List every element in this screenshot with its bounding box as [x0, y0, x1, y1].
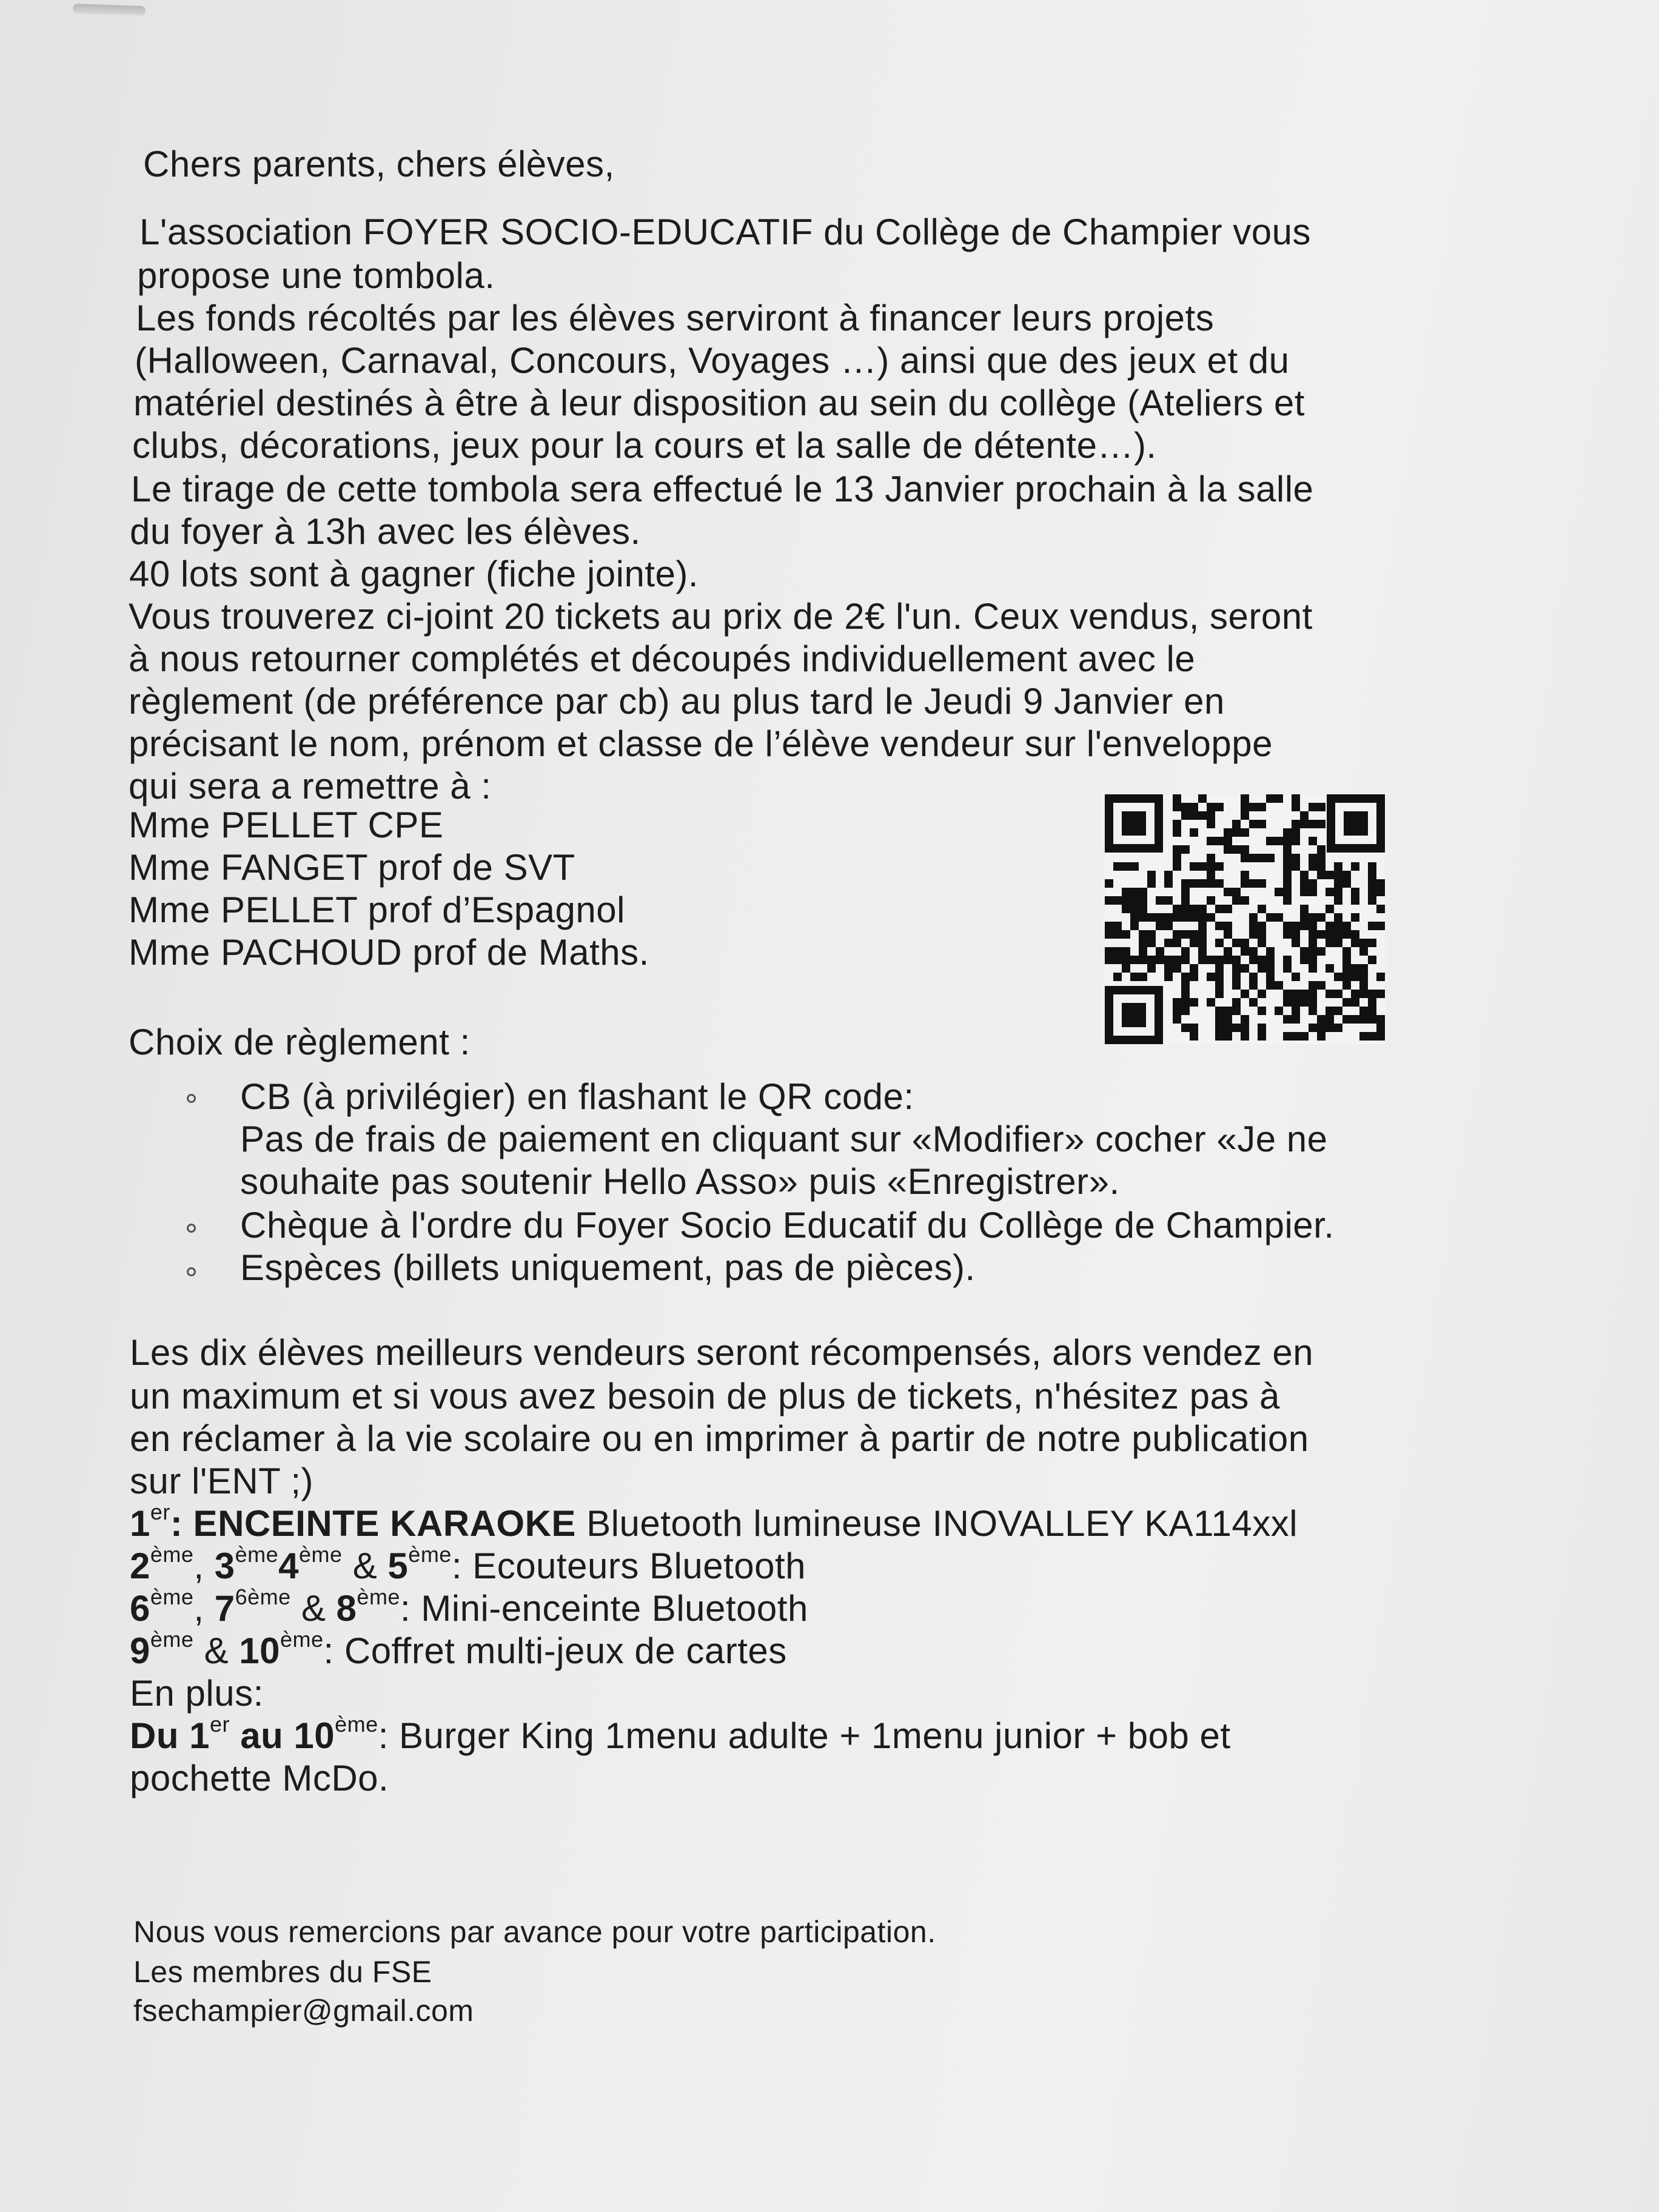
prize-8-suffix: ème	[357, 1584, 400, 1609]
intro-line-13: précisant le nom, prénom et classe de l’élève vendeur sur l'enveloppe	[129, 723, 1273, 764]
payment-title: Choix de règlement :	[129, 1022, 471, 1062]
payment-option-especes: Espèces (billets uniquement, pas de pièces).	[240, 1247, 976, 1288]
intro-line-1: L'association FOYER SOCIO-EDUCATIF du Collège de Champier vous	[139, 212, 1312, 252]
prize-6-rank: 6	[130, 1588, 150, 1629]
extra-suffix-1: er	[210, 1712, 230, 1737]
prize-line-2	[130, 1542, 806, 1587]
intro-line-10: Vous trouverez ci-joint 20 tickets au prix de 2€ l'un. Ceux vendus, seront	[129, 596, 1313, 637]
prize-2-suffix: ème	[150, 1542, 194, 1567]
prize-1-suffix: er	[150, 1500, 170, 1524]
prize-4-rank: 4	[278, 1546, 300, 1586]
prize-10-suffix: ème	[280, 1627, 324, 1652]
sellers-line-3: en réclamer à la vie scolaire ou en imprimer à partir de notre publication	[130, 1418, 1309, 1459]
intro-line-11: à nous retourner complétés et découpés individuellement avec le	[129, 638, 1196, 679]
prize-4-suffix: ème	[299, 1542, 343, 1567]
prize-1-separator: :	[170, 1503, 193, 1544]
extra-du: Du 1	[130, 1715, 210, 1756]
intro-line-4: (Halloween, Carnaval, Concours, Voyages …) ainsi que des jeux et du	[135, 340, 1290, 381]
intro-line-5: matériel destinés à être à leur disposition au sein du collège (Ateliers et	[133, 383, 1305, 423]
closing-thanks: Nous vous remercions par avance pour votre participation.	[133, 1915, 936, 1949]
closing-email[interactable]: fsechampier@gmail.com	[133, 1994, 474, 2028]
prize-9-rank: 9	[130, 1631, 150, 1671]
extra-line-1	[130, 1712, 1231, 1757]
prize-4-amp: &	[193, 1631, 240, 1671]
prize-3-rest: : Mini-enceinte Bluetooth	[400, 1588, 808, 1629]
intro-line-3: Les fonds récoltés par les élèves serviront à financer leurs projets	[136, 298, 1215, 338]
bullet-icon	[187, 1094, 196, 1103]
intro-line-6: clubs, décorations, jeux pour la cours et la salle de détente…).	[132, 425, 1157, 466]
payment-option-cb-line-2: Pas de frais de paiement en cliquant sur «Modifier» cocher «Je ne	[240, 1119, 1328, 1159]
sellers-line-2: un maximum et si vous avez besoin de plus de tickets, n'hésitez pas à	[130, 1376, 1280, 1416]
intro-line-12: règlement (de préférence par cb) au plus tard le Jeudi 9 Janvier en	[129, 681, 1225, 722]
recipient-1: Mme PELLET CPE	[129, 805, 444, 845]
prize-7-suffix: 6ème	[235, 1584, 291, 1609]
prize-2-rest: : Ecouteurs Bluetooth	[451, 1546, 806, 1586]
extra-title: En plus:	[130, 1673, 264, 1714]
intro-line-14: qui sera a remettre à :	[129, 766, 492, 806]
prize-4-rest: : Coffret multi-jeux de cartes	[323, 1631, 787, 1671]
extra-rest: : Burger King 1menu adulte + 1menu junior + bob et	[378, 1715, 1231, 1756]
prize-3-amp: &	[290, 1588, 337, 1629]
prize-3-suffix: ème	[235, 1542, 279, 1567]
prize-3-rank: 3	[214, 1546, 235, 1586]
intro-line-2: propose une tombola.	[137, 255, 495, 296]
prize-2-comma: ,	[193, 1546, 215, 1586]
recipient-3: Mme PELLET prof d’Espagnol	[129, 890, 625, 930]
intro-line-9: 40 lots sont à gagner (fiche jointe).	[129, 554, 699, 594]
prize-line-3	[130, 1584, 808, 1630]
prize-line-4	[130, 1627, 787, 1672]
prize-5-suffix: ème	[408, 1542, 452, 1567]
prize-7-rank: 7	[214, 1588, 235, 1629]
bullet-icon	[187, 1224, 196, 1233]
intro-line-7: Le tirage de cette tombola sera effectué le 13 Janvier prochain à la salle	[131, 469, 1314, 509]
prize-2-rank: 2	[130, 1546, 150, 1586]
intro-line-8: du foyer à 13h avec les élèves.	[130, 511, 641, 552]
greeting: Chers parents, chers élèves,	[143, 144, 615, 184]
prize-1-bold: ENCEINTE KARAOKE	[193, 1503, 576, 1544]
sellers-line-4: sur l'ENT ;)	[130, 1461, 314, 1501]
extra-au: au 10	[230, 1715, 335, 1756]
payment-option-cb-line-1: CB (à privilégier) en flashant le QR code:	[240, 1076, 914, 1117]
prize-5-rank: 5	[387, 1546, 409, 1586]
staple-mark	[73, 4, 146, 16]
extra-suffix-10: ème	[335, 1712, 378, 1737]
prize-1-rest: Bluetooth lumineuse INOVALLEY KA114xxl	[575, 1503, 1298, 1544]
prize-8-rank: 8	[336, 1588, 357, 1629]
sellers-line-1: Les dix élèves meilleurs vendeurs seront récompensés, alors vendez en	[130, 1332, 1314, 1373]
extra-line-2: pochette McDo.	[130, 1758, 389, 1798]
payment-option-cheque: Chèque à l'ordre du Foyer Socio Educatif du Collège de Champier.	[240, 1205, 1335, 1245]
prize-2-amp: &	[342, 1546, 388, 1586]
bullet-icon	[187, 1267, 196, 1276]
prize-9-suffix: ème	[150, 1627, 194, 1652]
prize-line-1	[130, 1500, 1298, 1545]
prize-6-suffix: ème	[150, 1584, 194, 1609]
payment-option-cb-line-3: souhaite pas soutenir Hello Asso» puis «Enregistrer».	[240, 1161, 1120, 1202]
prize-1-rank: 1	[130, 1503, 150, 1544]
closing-signature: Les membres du FSE	[133, 1955, 432, 1989]
prize-10-rank: 10	[239, 1631, 281, 1671]
qr-code-icon[interactable]	[1105, 794, 1385, 1044]
recipient-4: Mme PACHOUD prof de Maths.	[129, 932, 649, 973]
recipient-2: Mme FANGET prof de SVT	[129, 847, 575, 888]
prize-3-comma: ,	[193, 1588, 215, 1629]
